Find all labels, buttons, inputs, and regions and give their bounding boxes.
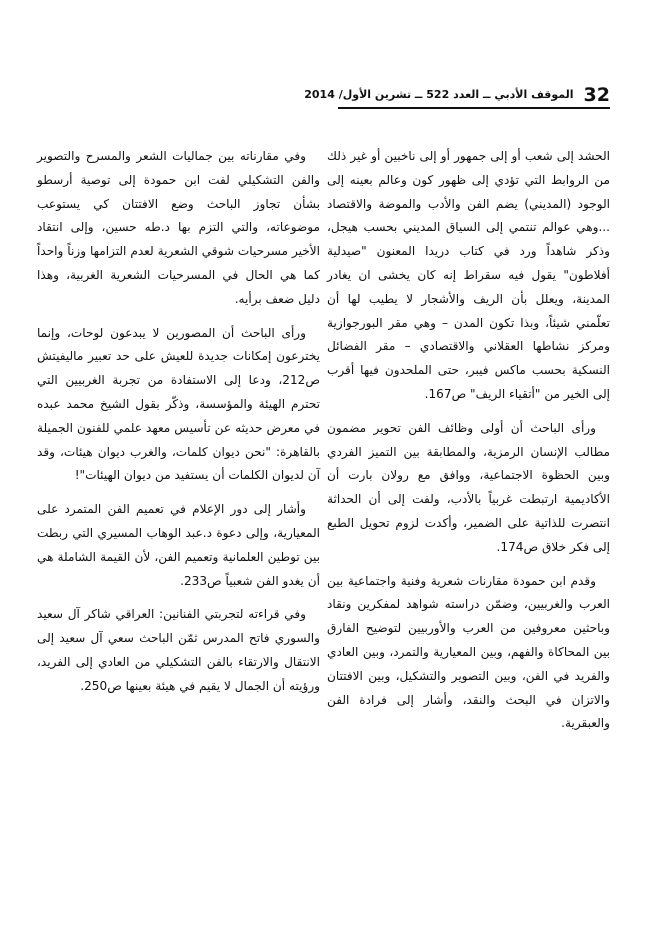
paragraph: الحشد إلى شعب أو إلى جمهور أو إلى ناخبين أو غير ذلك من الروابط التي تؤدي إلى ظهور كون وعالم بعينه إلى الوجود (المديني) يضم الفن والأدب والموضة والاقتصاد ...وهي عوالم تنتمي إلى السياق المديني بحسب هيجل، وذكر شاهداً ورد في كتاب دريدا المعنون "صيدلية أفلاطون" يقول فيه سقراط إنه كان يخشى ان يغادر المدينة، ويعلل بأن الريف والأشجار لا يطيب لها أن تعلّمني شيئاً، وبذا تكون المدن – وهي مقر البورجوازية ومركز نشاطها العقلاني والاقتصادي – مقر الفضائل النسكية بحسب ماكس فيبر، حتى الملحدون فيها أقرب إلى الخير من "أتقياء الريف" ص167. xyxy=(327,149,610,401)
column-left xyxy=(37,145,320,709)
paragraph: ورأى الباحث أن أولى وظائف الفن تحوير مضمون مطالب الإنسان الرمزية، والمطابقة بين التميز الفردي وبين الحظوة الاجتماعية، ووافق مع رولان بارت أن الأكاديمية ارتبطت غربياً بالأدب، ولفت إلى أن الحداثة انتصرت للذاتية على الضمير، وأكدت لزوم تحويل الطبع إلى فكر خلاق ص174. xyxy=(327,420,610,554)
page-header xyxy=(304,84,610,106)
column-right xyxy=(327,145,610,746)
paragraph: ورأى الباحث أن المصورين لا يبدعون لوحات، وإنما يخترعون إمكانات جديدة للعيش على حد تعبير ماليفيتش ص212، ودعا إلى الاستفادة من تجربة الغربيين التي تحترم الهيئة والمؤسسة، وذكّر بقول الشيخ محمد عبده في معرض حديثه عن تأسيس معهد علمي للفنون الجميلة بالقاهرة: "نحن ديوان كلمات، والغرب ديوان هيئات، وقد آن لديوان الكلمات أن يستفيد من ديوان الهيئات"! xyxy=(37,325,320,483)
paragraph: وفي مقارناته بين جماليات الشعر والمسرح والتصوير والفن التشكيلي لفت ابن حمودة إلى توصية أرسطو بشأن تجاوز الباحث وضع الافتتان كي يستوعب موضوعاته، والتي التزم بها د.طه حسين، وإلى انتقاد الأخير مسرحيات شوقي الشعرية لعدم التزامها وزناً واحداً كما هي الحال في المسرحيات الشعرية الغربية، وهذا دليل ضعف برأيه. xyxy=(37,149,320,306)
header-divider xyxy=(338,107,610,109)
paragraph: وفي قراءته لتجربتي الفنانين: العراقي شاكر آل سعيد والسوري فاتح المدرس ثمّن الباحث سعي آل سعيد إلى الانتقال والارتقاء بالفن التشكيلي من العادي إلى الفريد، ورؤيته أن الجمال لا يقيم في هيئة بعينها ص250. xyxy=(37,607,320,693)
paragraph: وأشار إلى دور الإعلام في تعميم الفن المتمرد على المعيارية، وإلى دعوة د.عبد الوهاب المسيري التي ربطت بين توطين العلمانية وتعميم الفن، لأن القيمة الشاملة هي أن يغدو الفن شعبياً ص233. xyxy=(37,502,320,588)
issue-info: الموقف الأدبي ــ العدد 522 ــ تشرين الأول/ 2014 xyxy=(304,88,574,101)
page-number: 32 xyxy=(583,84,610,106)
paragraph: وقدم ابن حمودة مقارنات شعرية وفنية واجتماعية بين العرب والغربيين، وضمّن دراسته شواهد لمفكرين ونقاد وباحثين معروفين من العرب والأوربيين لتوضيح الفارق بين المحاكاة والفهم، وبين المعيارية والتمرد، وبين العادي والفريد في الفن، وبين التصوير والتشكيل، وبين الافتتان والاتزان في البحث والنقد، وأشار إلى فرادة الفن والعبقرية. xyxy=(327,573,610,731)
